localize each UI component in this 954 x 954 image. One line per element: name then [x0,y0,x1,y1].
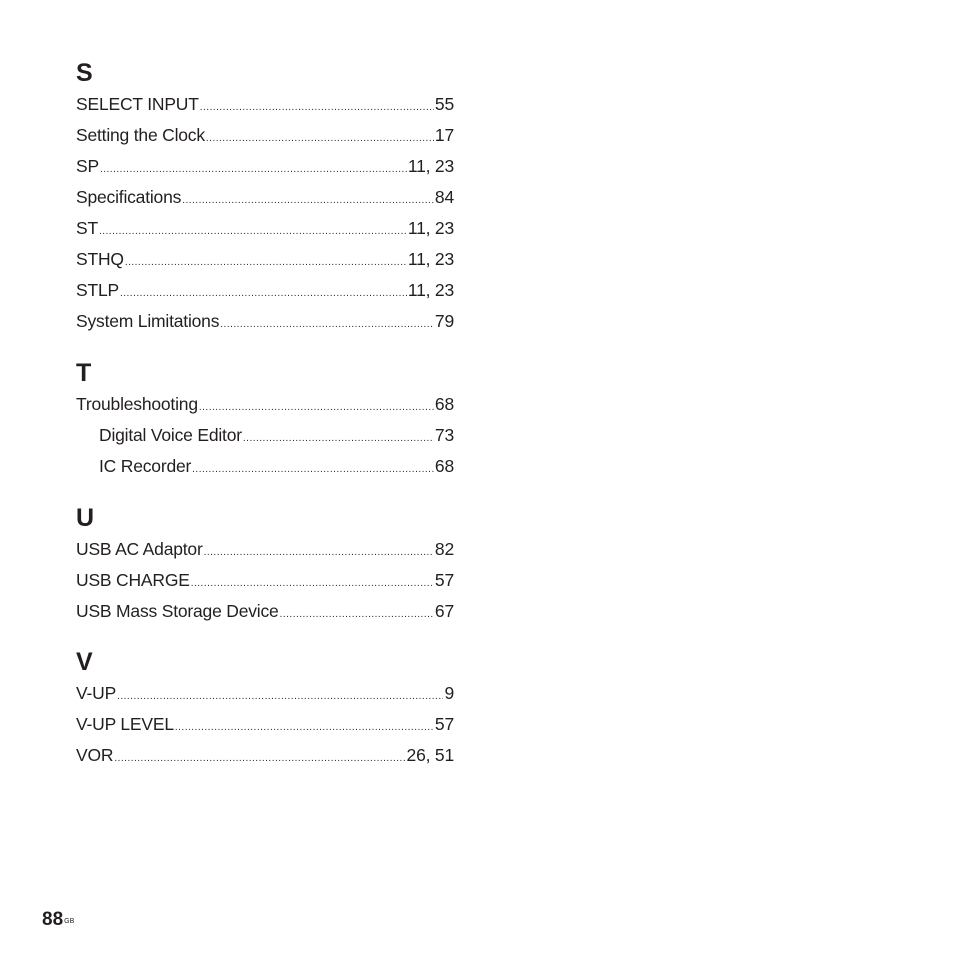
index-entry-label: SELECT INPUT [76,94,199,114]
index-entry-page: 17 [434,125,454,145]
dot-leader [120,278,407,309]
index-section-t [76,358,454,481]
index-entry-label: ST [76,218,98,238]
index-entry-specifications [76,182,454,213]
dot-leader [199,392,434,423]
index-entry-label: SP [76,156,99,176]
index-entry-page: 9 [444,683,454,703]
dot-leader [175,712,434,743]
index-entry-v-up [76,678,454,709]
index-entry-page: 11, 23 [407,249,454,269]
index-subentry-ic-recorder [76,451,454,482]
page-number [42,909,74,931]
index-section-s [76,58,454,337]
page-number-suffix: GB [64,918,75,925]
index-entry-page: 84 [434,187,454,207]
index-entry-page: 57 [434,714,454,734]
dot-leader [204,537,434,568]
dot-leader [125,247,407,278]
dot-leader [192,455,434,486]
index-entry-page: 68 [434,455,454,476]
index-entry-label: USB AC Adaptor [76,539,203,559]
dot-leader [191,568,434,599]
index-entry-page: 73 [434,425,454,445]
index-entry-page: 68 [434,394,454,414]
index-entry-sp [76,151,454,182]
index-entry-page: 67 [434,601,454,621]
index-entry-label: IC Recorder [99,455,192,476]
index-entry-troubleshooting [76,389,454,420]
page-number-value: 88 [42,909,64,930]
section-heading-v: V [76,648,93,676]
dot-leader [220,309,434,340]
index-entry-page: 11, 23 [407,280,454,300]
index-entry-label: Specifications [76,187,182,207]
index-entry-label: USB CHARGE [76,570,190,590]
index-entry-label: STHQ [76,249,124,269]
index-entry-label: Digital Voice Editor [99,425,242,445]
section-heading-u: U [76,504,95,532]
index-entry-usb-ac-adaptor [76,534,454,565]
dot-leader [280,599,434,630]
index-entry-v-up-level [76,709,454,740]
dot-leader [99,216,407,247]
index-entry-system-limitations [76,306,454,337]
index-entry-stlp [76,275,454,306]
dot-leader [117,681,443,712]
index-entry-select-input [76,89,454,120]
index-entry-label: VOR [76,745,114,765]
index-entry-label: STLP [76,280,119,300]
index-entry-page: 82 [434,539,454,559]
index-subentry-digital-voice-editor [76,420,454,451]
index-entry-label: V-UP [76,683,117,703]
section-heading-t: T [76,359,92,387]
index-entry-label: USB Mass Storage Device [76,601,279,621]
index-entry-page: 79 [434,311,454,331]
index-entry-usb-mass-storage-device [76,596,454,627]
dot-leader [182,185,434,216]
index-column [76,58,454,771]
index-entry-vor [76,740,454,771]
index-section-v [76,647,454,771]
index-entry-label: V-UP LEVEL [76,714,174,734]
index-entry-page: 11, 23 [407,218,454,238]
index-section-u [76,503,454,627]
dot-leader [100,154,407,185]
index-entry-st [76,213,454,244]
index-entry-setting-the-clock [76,120,454,151]
dot-leader [243,424,434,455]
index-entry-page: 57 [434,570,454,590]
index-entry-label: Troubleshooting [76,394,198,414]
index-entry-page: 26, 51 [406,745,454,765]
dot-leader [200,92,434,123]
index-entry-usb-charge [76,565,454,596]
index-entry-sthq [76,244,454,275]
index-entry-page: 11, 23 [407,156,454,176]
index-entry-label: Setting the Clock [76,125,205,145]
index-entry-page: 55 [434,94,454,114]
index-entry-label: System Limitations [76,311,220,331]
dot-leader [206,123,434,154]
dot-leader [114,743,405,774]
section-heading-s: S [76,59,93,87]
